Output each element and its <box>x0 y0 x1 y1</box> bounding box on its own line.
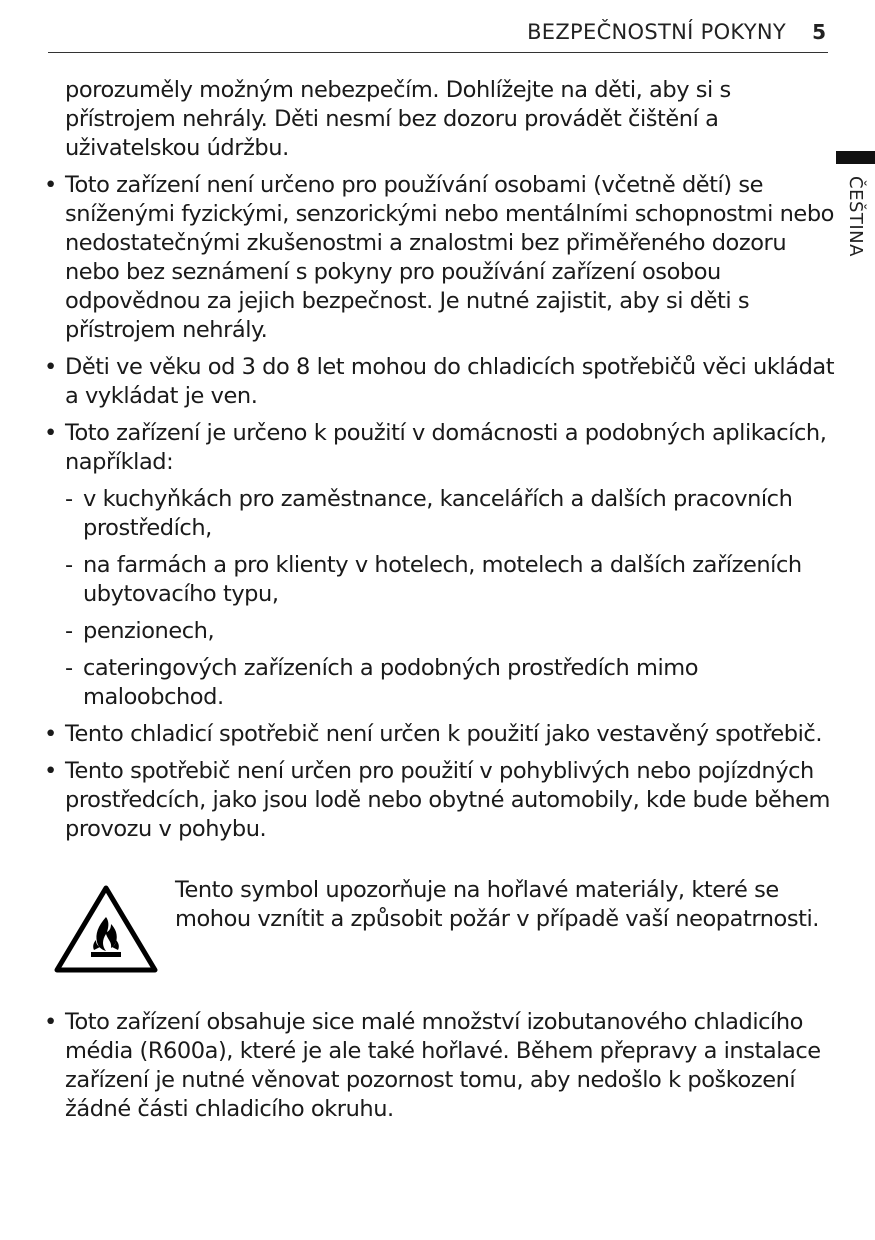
dash-marker: - <box>65 655 73 681</box>
bullet-marker: • <box>44 1009 57 1035</box>
dash-marker: - <box>65 618 73 644</box>
bullet-item <box>40 419 840 477</box>
page-number: 5 <box>812 20 826 44</box>
flammable-warning-block <box>40 876 840 992</box>
bullet-item <box>40 353 840 411</box>
language-tab-label: ČEŠTINA <box>845 176 866 257</box>
bullet-marker: • <box>44 420 57 446</box>
bullet-item <box>40 757 840 844</box>
bullet-text: Toto zařízení je určeno k použití v domácnosti a podobných aplikacích, například: <box>65 420 827 475</box>
sub-list-text: v kuchyňkách pro zaměstnance, kancelářích a dalších pracovních prostředích, <box>83 486 793 541</box>
page-header <box>48 14 828 53</box>
flammable-warning-icon <box>54 884 158 974</box>
sub-list-text: na farmách a pro klienty v hotelech, motelech a dalších zařízeních ubytovacího typu, <box>83 552 802 607</box>
sub-list-item <box>40 617 840 646</box>
page-content <box>40 76 840 1132</box>
sub-list-item <box>40 654 840 712</box>
bullet-text: Děti ve věku od 3 do 8 let mohou do chladicích spotřebičů věci ukládat a vykládat je ven. <box>65 354 835 409</box>
paragraph-continuation: porozuměly možným nebezpečím. Dohlížejte na děti, aby si s přístrojem nehrály. Děti nesmí bez dozoru provádět čištění a uživatelskou údržbu. <box>65 77 731 161</box>
sub-list-item <box>40 551 840 609</box>
sub-list-text: penzionech, <box>83 618 215 644</box>
dash-marker: - <box>65 486 73 512</box>
bullet-text: Tento chladicí spotřebič není určen k použití jako vestavěný spotřebič. <box>65 721 823 747</box>
bullet-item <box>40 720 840 749</box>
bullet-marker: • <box>44 172 57 198</box>
bullet-marker: • <box>44 354 57 380</box>
header-title: BEZPEČNOSTNÍ POKYNY <box>527 20 786 44</box>
bullet-marker: • <box>44 721 57 747</box>
warning-text: Tento symbol upozorňuje na hořlavé materiály, které se mohou vznítit a způsobit požár v případě vaší neopatrnosti. <box>175 877 820 932</box>
bullet-marker: • <box>44 758 57 784</box>
dash-marker: - <box>65 552 73 578</box>
bullet-item <box>40 1008 840 1124</box>
bullet-text: Tento spotřebič není určen pro použití v pohyblivých nebo pojízdných prostředcích, jako jsou lodě nebo obytné automobily, kde bude během provozu v pohybu. <box>65 758 831 842</box>
sub-list-text: cateringových zařízeních a podobných prostředích mimo maloobchod. <box>83 655 699 710</box>
sub-list-item <box>40 485 840 543</box>
bullet-text: Toto zařízení obsahuje sice malé množství izobutanového chladicího média (R600a), které je ale také hořlavé. Během přepravy a instalace zařízení je nutné věnovat pozornost tomu, aby nedošlo k poškození žádné části chladicího okruhu. <box>65 1009 821 1122</box>
language-tab-marker <box>836 151 875 164</box>
bullet-text: Toto zařízení není určeno pro používání osobami (včetně dětí) se sníženými fyzickými, senzorickými nebo mentálními schopnostmi nebo nedostatečnými zkušenostmi a znalostmi bez přiměřeného dozoru nebo bez seznámení s pokyny pro používání zařízení osobou odpovědnou za jejich bezpečnost. Je nutné zajistit, aby si děti s přístrojem nehrály. <box>65 172 834 343</box>
bullet-item <box>40 171 840 345</box>
